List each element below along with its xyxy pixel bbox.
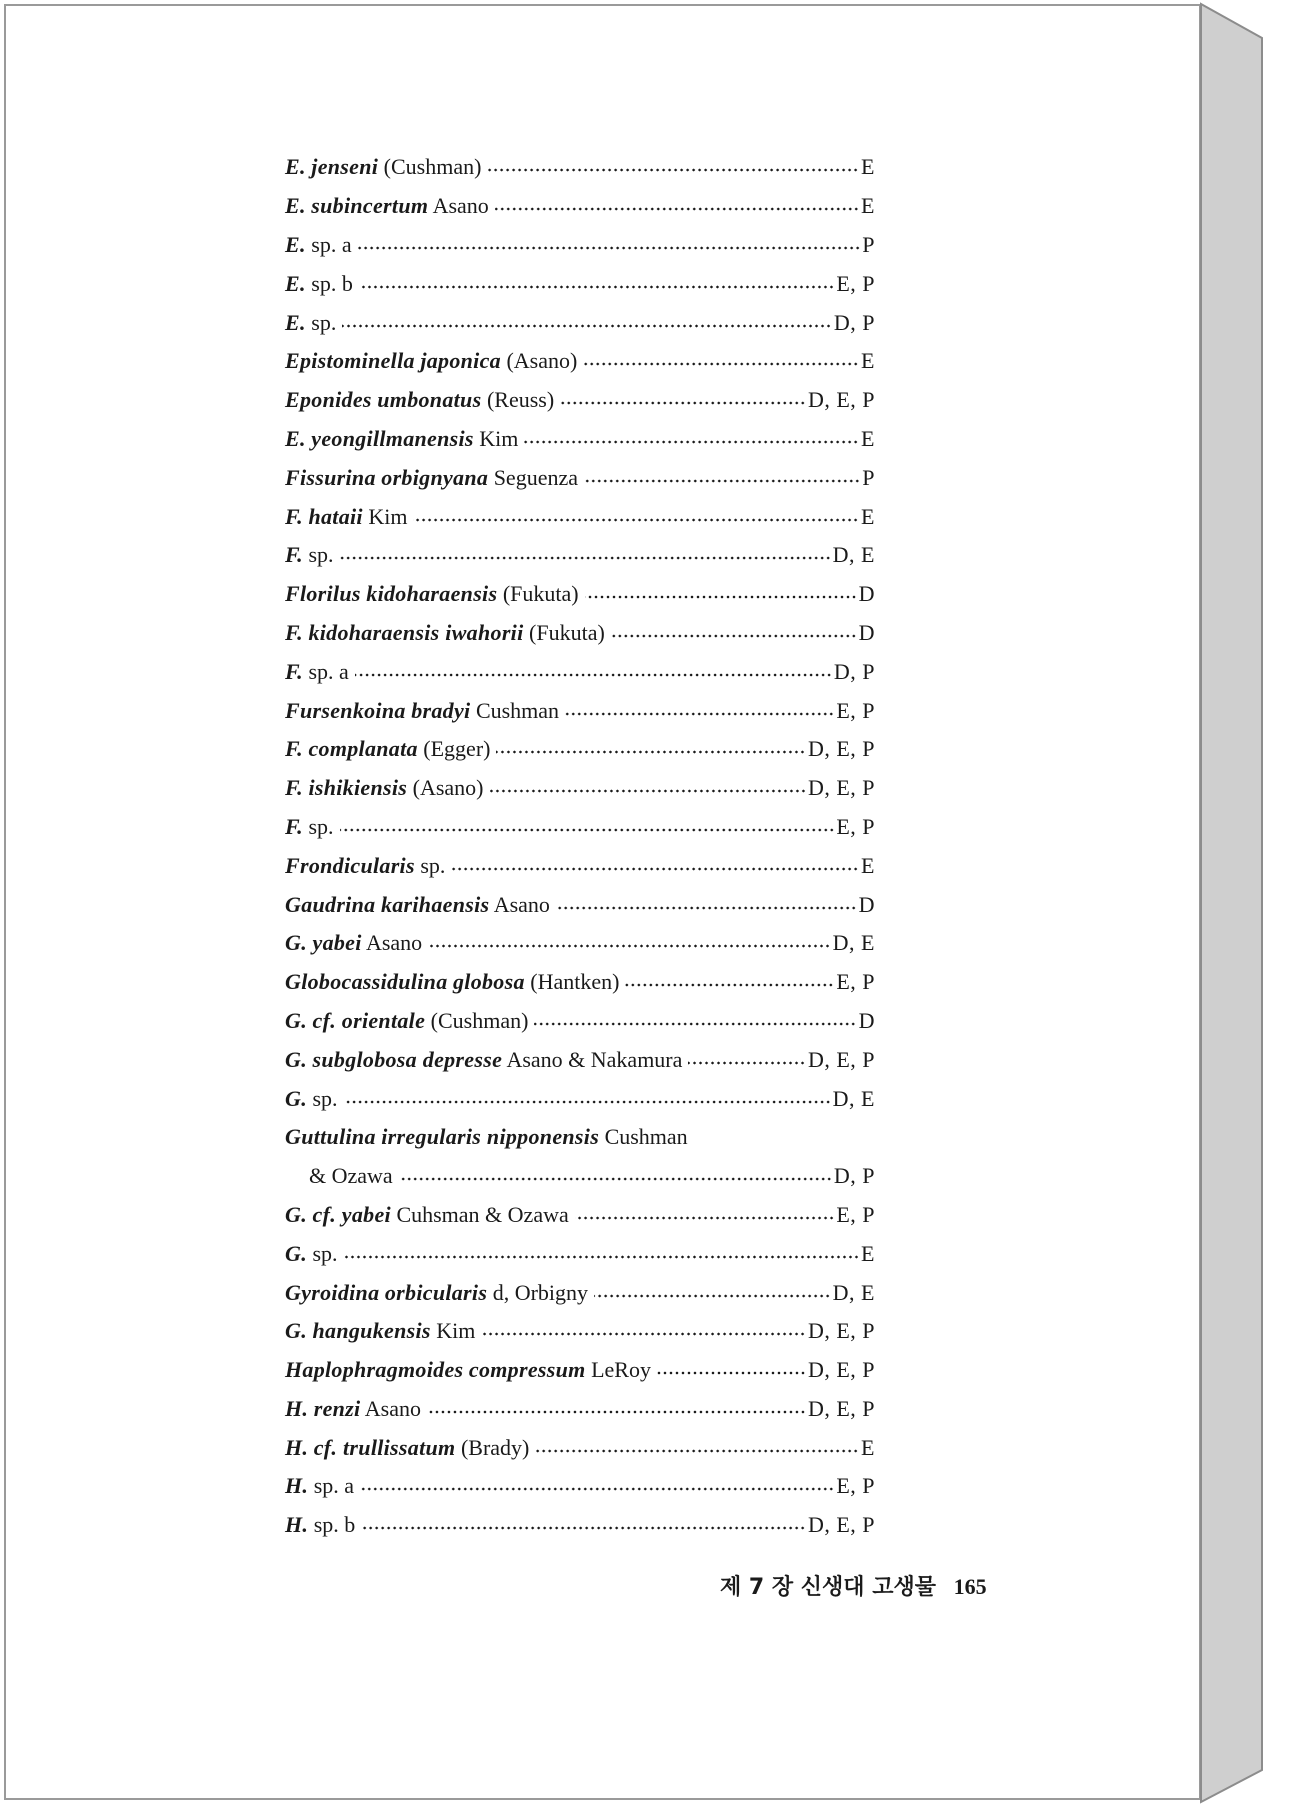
chapter-title: 제 7 장 신생대 고생물 [720, 1575, 936, 1600]
list-item [285, 1506, 875, 1545]
species-name: cf. orientale [312, 1007, 426, 1033]
page-footer [720, 1570, 1040, 1604]
genus-name: G. [285, 1007, 307, 1033]
author-name: Kim [436, 1318, 476, 1344]
list-item [285, 652, 875, 691]
genus-name: F. [285, 775, 303, 801]
species-name: japonica [420, 348, 501, 374]
species-name: bradyi [411, 697, 471, 723]
author-name: sp. [312, 1240, 338, 1266]
taxon-name [285, 1318, 475, 1344]
taxon-name [285, 620, 605, 646]
list-item [285, 924, 875, 963]
genus-name: E. [285, 193, 306, 219]
taxon-name [285, 1512, 355, 1538]
genus-name: E. [285, 309, 306, 335]
genus-name: Guttulina [285, 1124, 376, 1150]
dot-leader [355, 672, 832, 678]
genus-name: G. [285, 1318, 307, 1344]
dot-leader [342, 323, 832, 329]
taxon-name [285, 387, 554, 413]
dot-leader [451, 866, 859, 872]
occurrence-code: D, P [833, 658, 875, 684]
dot-leader [428, 943, 831, 949]
dot-leader [427, 1409, 806, 1415]
taxon-name [285, 1357, 651, 1383]
species-name: complanata [308, 736, 418, 762]
genus-name: F. [285, 619, 303, 645]
genus-name: F. [285, 813, 303, 839]
taxon-name [285, 271, 353, 297]
page-number: 165 [953, 1574, 987, 1599]
author-name: (Egger) [423, 736, 491, 762]
genus-name: G. [285, 1201, 307, 1227]
author-name: Cushman [604, 1124, 688, 1150]
taxon-name [285, 814, 334, 840]
genus-name: H. [285, 1434, 309, 1460]
genus-name: E. [285, 154, 306, 180]
dot-leader [657, 1370, 806, 1376]
author-name: Asano [493, 891, 550, 917]
species-name: irregularis nipponensis [381, 1124, 600, 1150]
author-name: Seguenza [493, 464, 578, 490]
author-name: sp. b [311, 270, 353, 296]
species-name: globosa [453, 969, 525, 995]
taxon-name [285, 1086, 338, 1112]
author-name: sp. [308, 813, 334, 839]
occurrence-code: E [861, 852, 875, 878]
taxon-name [285, 853, 445, 879]
occurrence-code: D, E [832, 930, 875, 956]
occurrence-code: D, P [833, 309, 875, 335]
author-name: sp. a [313, 1473, 355, 1499]
occurrence-code: E, P [836, 813, 875, 839]
species-name: kidoharaensis [366, 581, 498, 607]
author-name: sp. [308, 542, 334, 568]
list-item [285, 226, 875, 265]
dot-leader [496, 749, 805, 755]
occurrence-code: D, E, P [807, 1512, 875, 1538]
author-name: Kim [479, 425, 519, 451]
dot-leader [344, 1099, 831, 1105]
species-name: jenseni [311, 154, 379, 180]
taxon-name [285, 969, 619, 995]
genus-name: H. [285, 1473, 309, 1499]
list-item [285, 381, 875, 420]
author-name: (Fukuta) [502, 581, 579, 607]
author-name: Asano & Nakamura [506, 1046, 683, 1072]
taxon-name [285, 504, 407, 530]
taxon-name [285, 348, 577, 374]
dot-leader [625, 982, 834, 988]
species-name: renzi [313, 1395, 361, 1421]
list-item [285, 1351, 875, 1390]
occurrence-code: D, E, P [807, 387, 875, 413]
genus-name: F. [285, 503, 303, 529]
genus-name: G. [285, 1046, 307, 1072]
list-item [285, 575, 875, 614]
taxon-name [285, 698, 559, 724]
author-name: (Asano) [506, 348, 578, 374]
occurrence-code: E [861, 154, 875, 180]
genus-name: Haplophragmoides [285, 1357, 464, 1383]
author-name: (Asano) [412, 775, 484, 801]
list-item [285, 614, 875, 653]
genus-name: H. [285, 1512, 309, 1538]
list-item [285, 808, 875, 847]
occurrence-code: D [858, 891, 875, 917]
list-item [285, 342, 875, 381]
list-item [285, 1002, 875, 1041]
occurrence-code: D, E, P [807, 1395, 875, 1421]
taxon-name [285, 1008, 528, 1034]
list-item [285, 1428, 875, 1467]
dot-leader [611, 633, 857, 639]
author-name: d, Orbigny [492, 1279, 589, 1305]
dot-leader [583, 361, 859, 367]
species-name: subglobosa depresse [312, 1046, 503, 1072]
dot-leader [359, 284, 834, 290]
taxon-name [285, 193, 489, 219]
dot-leader [495, 206, 859, 212]
list-item [285, 1157, 875, 1196]
dot-leader [413, 517, 859, 523]
author-name: Asano [364, 1395, 421, 1421]
occurrence-code: E [861, 425, 875, 451]
list-item [285, 1273, 875, 1312]
author-name: Cushman [475, 697, 560, 723]
genus-name: G. [285, 1085, 307, 1111]
dot-leader [584, 478, 860, 484]
author-name: (Brady) [460, 1434, 530, 1460]
list-item [285, 691, 875, 730]
occurrence-code: D, E, P [807, 1318, 875, 1344]
species-name: cf. trullissatum [313, 1434, 456, 1460]
taxon-name [285, 1396, 421, 1422]
occurrence-code: D, E, P [807, 1357, 875, 1383]
dot-leader [340, 827, 835, 833]
taxon-name [285, 930, 422, 956]
author-name: sp. [420, 852, 446, 878]
dot-leader [688, 1060, 806, 1066]
list-item [285, 1312, 875, 1351]
taxon-name [285, 892, 550, 918]
species-name: karihaensis [380, 891, 490, 917]
taxon-name [309, 1163, 393, 1189]
author-name: (Cushman) [383, 154, 482, 180]
taxon-name [285, 1473, 354, 1499]
genus-name: Gyroidina [285, 1279, 380, 1305]
species-name: ishikiensis [308, 775, 408, 801]
taxon-name [285, 659, 349, 685]
dot-leader [534, 1021, 856, 1027]
species-name: orbignyana [381, 464, 489, 490]
dot-leader [560, 400, 806, 406]
list-item [285, 497, 875, 536]
taxon-name [285, 1435, 529, 1461]
genus-name: Florilus [285, 581, 361, 607]
taxon-name [285, 154, 481, 180]
genus-name: Globocassidulina [285, 969, 448, 995]
list-item [285, 846, 875, 885]
occurrence-code: D, E [832, 1085, 875, 1111]
author-name: & Ozawa [309, 1163, 393, 1189]
species-name: hangukensis [312, 1318, 431, 1344]
occurrence-code: D [858, 1007, 875, 1033]
author-name: sp. b [313, 1512, 356, 1538]
author-name: sp. a [308, 658, 349, 684]
author-name: LeRoy [591, 1357, 651, 1383]
taxon-name [285, 426, 518, 452]
list-item [285, 1196, 875, 1235]
occurrence-code: D, E, P [807, 1046, 875, 1072]
dot-leader [565, 711, 834, 717]
occurrence-code: E, P [836, 697, 875, 723]
occurrence-code: E, P [836, 969, 875, 995]
occurrence-code: E [861, 193, 875, 219]
species-list [285, 148, 875, 1545]
occurrence-code: E, P [836, 270, 875, 296]
dot-leader [399, 1176, 832, 1182]
occurrence-code: E [861, 1240, 875, 1266]
taxon-name [285, 310, 336, 336]
dot-leader [575, 1215, 835, 1221]
author-name: (Reuss) [486, 387, 555, 413]
genus-name: Eponides [285, 387, 372, 413]
occurrence-code: E, P [836, 1201, 875, 1227]
dot-leader [556, 905, 857, 911]
author-name: sp. [311, 309, 337, 335]
occurrence-code: E [861, 503, 875, 529]
taxon-name [285, 542, 334, 568]
list-item [285, 1390, 875, 1429]
occurrence-code: E [861, 1434, 875, 1460]
dot-leader [361, 1525, 806, 1531]
genus-name: Fissurina [285, 464, 376, 490]
author-name: Kim [368, 503, 408, 529]
species-name: cf. yabei [312, 1201, 391, 1227]
list-item [285, 148, 875, 187]
species-name: yabei [312, 930, 362, 956]
occurrence-code: D, E, P [807, 736, 875, 762]
list-item [285, 303, 875, 342]
genus-name: F. [285, 542, 303, 568]
genus-name: Gaudrina [285, 891, 376, 917]
species-name: umbonatus [377, 387, 482, 413]
genus-name: H. [285, 1395, 309, 1421]
species-name: orbicularis [384, 1279, 488, 1305]
genus-name: Frondicularis [285, 852, 415, 878]
genus-name: E. [285, 425, 306, 451]
author-name: (Cushman) [430, 1007, 529, 1033]
author-name: (Hantken) [530, 969, 620, 995]
genus-name: F. [285, 658, 303, 684]
list-item [285, 885, 875, 924]
dot-leader [487, 167, 859, 173]
genus-name: G. [285, 930, 307, 956]
occurrence-code: D [858, 619, 875, 645]
dot-leader [344, 1254, 859, 1260]
taxon-name [285, 736, 490, 762]
taxon-name [285, 1280, 588, 1306]
occurrence-code: D [858, 581, 875, 607]
list-item [285, 730, 875, 769]
taxon-name [285, 775, 484, 801]
author-name: Asano [365, 930, 423, 956]
genus-name: Fursenkoina [285, 697, 406, 723]
species-name: compressum [468, 1357, 586, 1383]
occurrence-code: D, E, P [807, 775, 875, 801]
author-name: (Fukuta) [529, 619, 605, 645]
taxon-name [285, 1124, 688, 1150]
taxon-name [285, 232, 352, 258]
author-name: sp. a [311, 231, 352, 257]
occurrence-code: D, P [833, 1163, 875, 1189]
occurrence-code: D, E [832, 542, 875, 568]
taxon-name [285, 1241, 338, 1267]
list-item [285, 769, 875, 808]
dot-leader [524, 439, 859, 445]
dot-leader [585, 594, 857, 600]
list-item [285, 264, 875, 303]
genus-name: F. [285, 736, 303, 762]
author-name: Cuhsman & Ozawa [396, 1201, 569, 1227]
taxon-name [285, 1202, 569, 1228]
species-name: yeongillmanensis [311, 425, 474, 451]
dot-leader [360, 1486, 834, 1492]
dot-leader [358, 245, 861, 251]
taxon-name [285, 581, 579, 607]
taxon-name [285, 465, 578, 491]
taxon-name [285, 1047, 682, 1073]
dot-leader [535, 1448, 859, 1454]
dot-leader [481, 1331, 806, 1337]
occurrence-code: P [862, 231, 875, 257]
occurrence-code: E [861, 348, 875, 374]
dot-leader [490, 788, 806, 794]
list-item [285, 536, 875, 575]
author-name: Asano [432, 193, 489, 219]
list-item [285, 420, 875, 459]
occurrence-code: D, E [832, 1279, 875, 1305]
dot-leader [594, 1293, 831, 1299]
species-name: subincertum [311, 193, 429, 219]
author-name: sp. [312, 1085, 338, 1111]
species-name: kidoharaensis iwahorii [308, 619, 524, 645]
genus-name: Epistominella [285, 348, 415, 374]
occurrence-code: E, P [836, 1473, 875, 1499]
list-item [285, 1234, 875, 1273]
list-item [285, 1118, 875, 1157]
list-item [285, 1079, 875, 1118]
list-item [285, 458, 875, 497]
dot-leader [340, 555, 831, 561]
genus-name: E. [285, 270, 306, 296]
species-name: hataii [308, 503, 363, 529]
list-item [285, 1467, 875, 1506]
list-item [285, 963, 875, 1002]
list-item [285, 1040, 875, 1079]
list-item [285, 187, 875, 226]
genus-name: E. [285, 231, 306, 257]
genus-name: G. [285, 1240, 307, 1266]
occurrence-code: P [862, 464, 875, 490]
